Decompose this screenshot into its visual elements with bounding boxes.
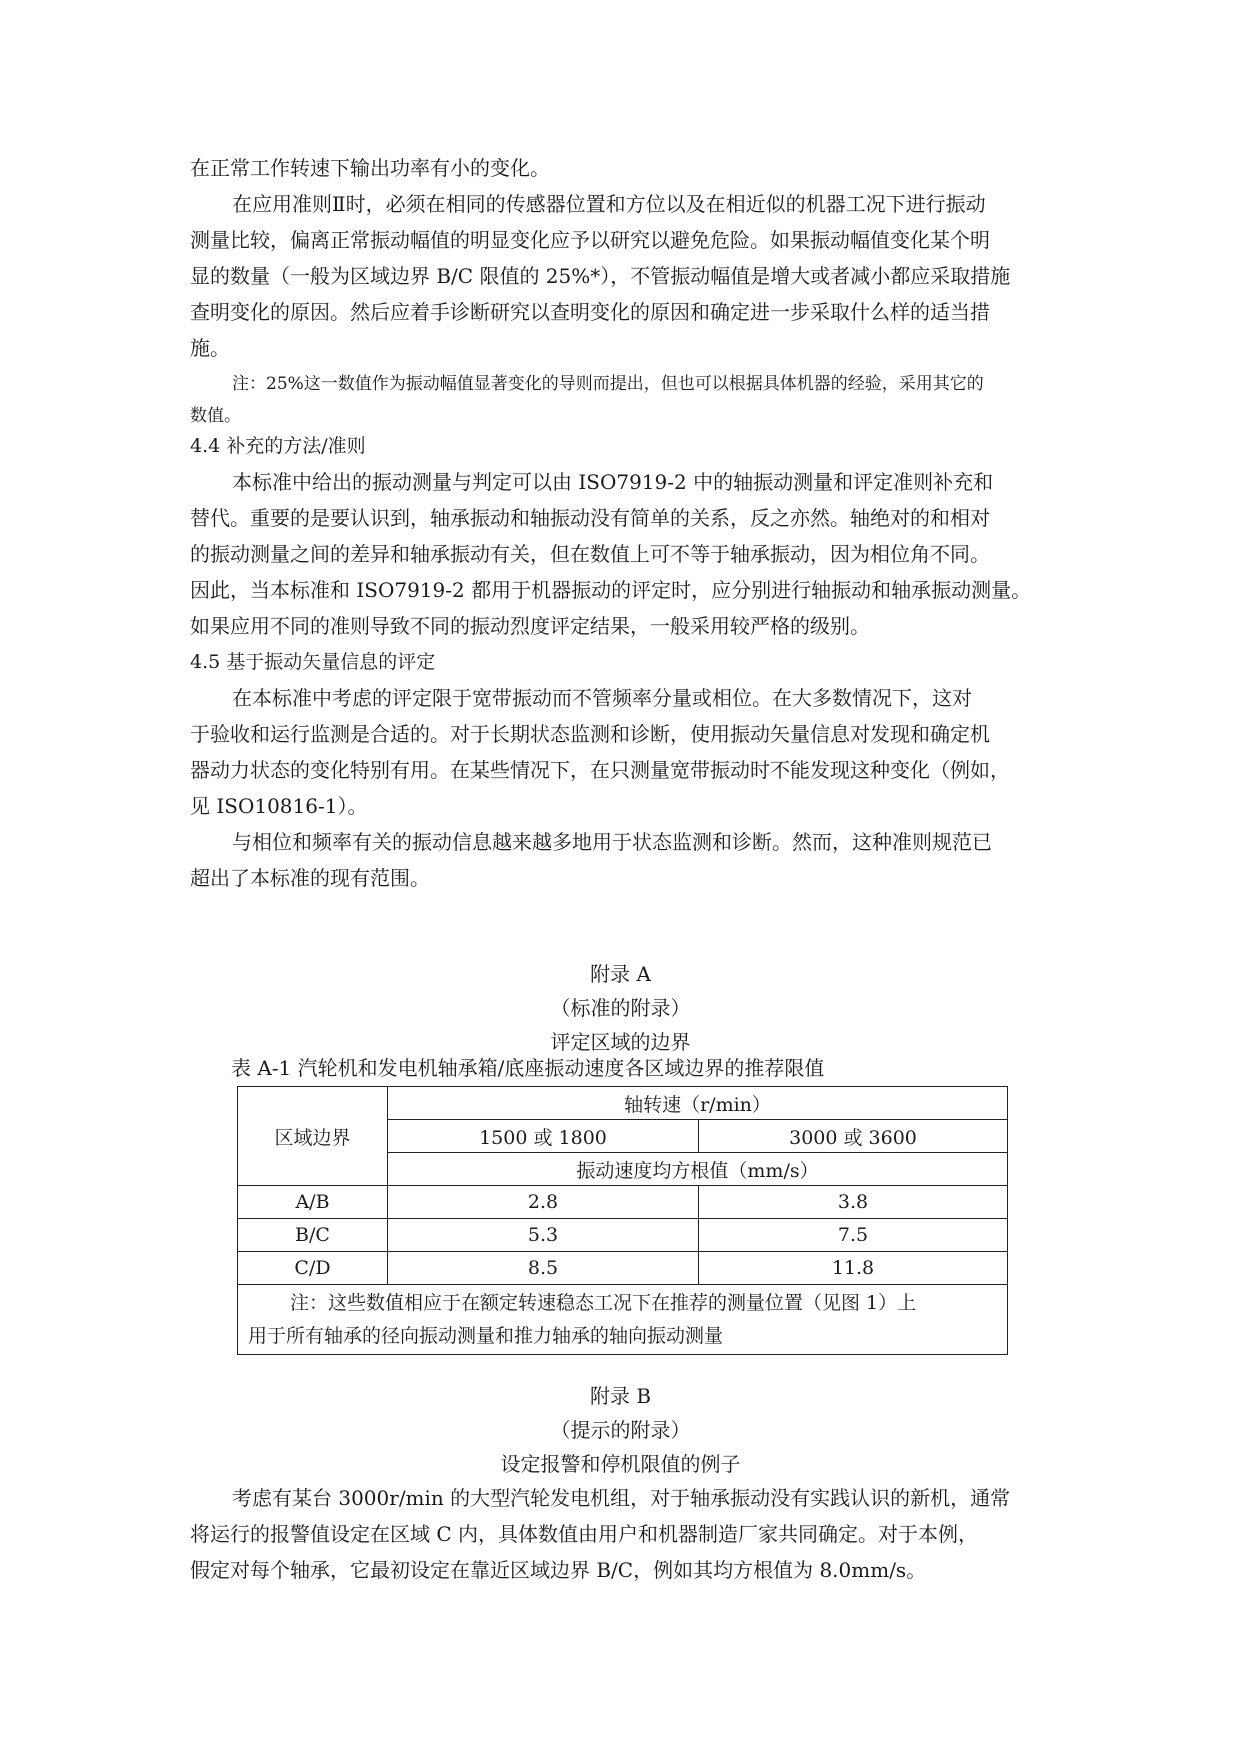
- section-heading-4-4: 4.4 补充的方法/准则: [190, 435, 366, 457]
- paragraph-line: 假定对每个轴承，它最初设定在靠近区域边界 B/C，例如其均方根值为 8.0mm/s。: [190, 1558, 927, 1582]
- paragraph-line: 在正常工作转速下输出功率有小的变化。: [190, 156, 550, 180]
- paragraph-line: 于验收和运行监测是合适的。对于长期状态监测和诊断，使用振动矢量信息对发现和确定机: [190, 722, 990, 746]
- zone-cell: C/D: [238, 1252, 388, 1285]
- paragraph-line: 考虑有某台 3000r/min 的大型汽轮发电机组，对于轴承振动没有实践认识的新机，通常: [232, 1486, 1011, 1510]
- zone-header-cell: 区域边界: [238, 1087, 388, 1186]
- speed-col-1-cell: 1500 或 1800: [388, 1120, 699, 1153]
- unit-header-cell: 振动速度均方根值（mm/s）: [388, 1153, 1008, 1186]
- table-note-line: 注：这些数值相应于在额定转速稳态工况下在推荐的测量位置（见图 1）上: [290, 1291, 917, 1314]
- table-row: [238, 1186, 1008, 1219]
- table-note-cell: [238, 1285, 1008, 1355]
- appendix-a-name: 评定区域的边界: [550, 1030, 691, 1054]
- paragraph-line: 将运行的报警值设定在区域 C 内，具体数值由用户和机器制造厂家共同确定。对于本例，: [190, 1522, 979, 1546]
- value-cell: 7.5: [699, 1219, 1008, 1252]
- value-cell: 5.3: [388, 1219, 699, 1252]
- paragraph-line: 施。: [190, 336, 230, 360]
- appendix-a-subtitle: （标准的附录）: [550, 996, 691, 1020]
- paragraph-line: 器动力状态的变化特别有用。在某些情况下，在只测量宽带振动时不能发现这种变化（例如，: [190, 758, 1010, 782]
- paragraph-line: 因此，当本标准和 ISO7919-2 都用于机器振动的评定时，应分别进行轴振动和轴承振动测量。: [190, 578, 1032, 602]
- paragraph-line: 见 ISO10816-1）。: [190, 794, 368, 818]
- note-line: 数值。: [190, 406, 241, 426]
- paragraph-line: 在本标准中考虑的评定限于宽带振动而不管频率分量或相位。在大多数情况下，这对: [232, 686, 972, 710]
- paragraph-line: 如果应用不同的准则导致不同的振动烈度评定结果，一般采用较严格的级别。: [190, 614, 870, 638]
- paragraph-line: 的振动测量之间的差异和轴承振动有关，但在数值上可不等于轴承振动，因为相位角不同。: [190, 542, 990, 566]
- boundary-limits-table: [237, 1086, 1008, 1355]
- appendix-b-title: 附录 B: [589, 1384, 652, 1408]
- appendix-b-subtitle: （提示的附录）: [550, 1418, 691, 1442]
- paragraph-line: 替代。重要的是要认识到，轴承振动和轴振动没有简单的关系，反之亦然。轴绝对的和相对: [190, 506, 990, 530]
- table-row: [238, 1252, 1008, 1285]
- zone-cell: A/B: [238, 1186, 388, 1219]
- appendix-a-title: 附录 A: [590, 962, 651, 986]
- paragraph-line: 显的数量（一般为区域边界 B/C 限值的 25%*），不管振动幅值是增大或者减小都应采取措施: [190, 264, 1011, 288]
- paragraph-line: 测量比较，偏离正常振动幅值的明显变化应予以研究以避免危险。如果振动幅值变化某个明: [190, 228, 990, 252]
- speed-header-cell: 轴转速（r/min）: [388, 1087, 1008, 1120]
- paragraph-line: 本标准中给出的振动测量与判定可以由 ISO7919-2 中的轴振动测量和评定准则补充和: [232, 470, 994, 494]
- value-cell: 3.8: [699, 1186, 1008, 1219]
- table-row: [238, 1219, 1008, 1252]
- value-cell: 2.8: [388, 1186, 699, 1219]
- paragraph-line: 与相位和频率有关的振动信息越来越多地用于状态监测和诊断。然而，这种准则规范已: [232, 830, 992, 854]
- value-cell: 11.8: [699, 1252, 1008, 1285]
- zone-cell: B/C: [238, 1219, 388, 1252]
- table-note-line: 用于所有轴承的径向振动测量和推力轴承的轴向振动测量: [248, 1324, 724, 1347]
- note-line: 注：25%这一数值作为振动幅值显著变化的导则而提出，但也可以根据具体机器的经验，采用其它的: [232, 374, 984, 394]
- appendix-b-name: 设定报警和停机限值的例子: [500, 1452, 741, 1476]
- paragraph-line: 查明变化的原因。然后应着手诊断研究以查明变化的原因和确定进一步采取什么样的适当措: [190, 300, 990, 324]
- paragraph-line: 超出了本标准的现有范围。: [190, 866, 430, 890]
- paragraph-line: 在应用准则Ⅱ时，必须在相同的传感器位置和方位以及在相近似的机器工况下进行振动: [232, 192, 986, 216]
- value-cell: 8.5: [388, 1252, 699, 1285]
- section-heading-4-5: 4.5 基于振动矢量信息的评定: [190, 651, 436, 673]
- speed-col-2-cell: 3000 或 3600: [699, 1120, 1008, 1153]
- table-caption: 表 A-1 汽轮机和发电机轴承箱/底座振动速度各区域边界的推荐限值: [231, 1056, 825, 1080]
